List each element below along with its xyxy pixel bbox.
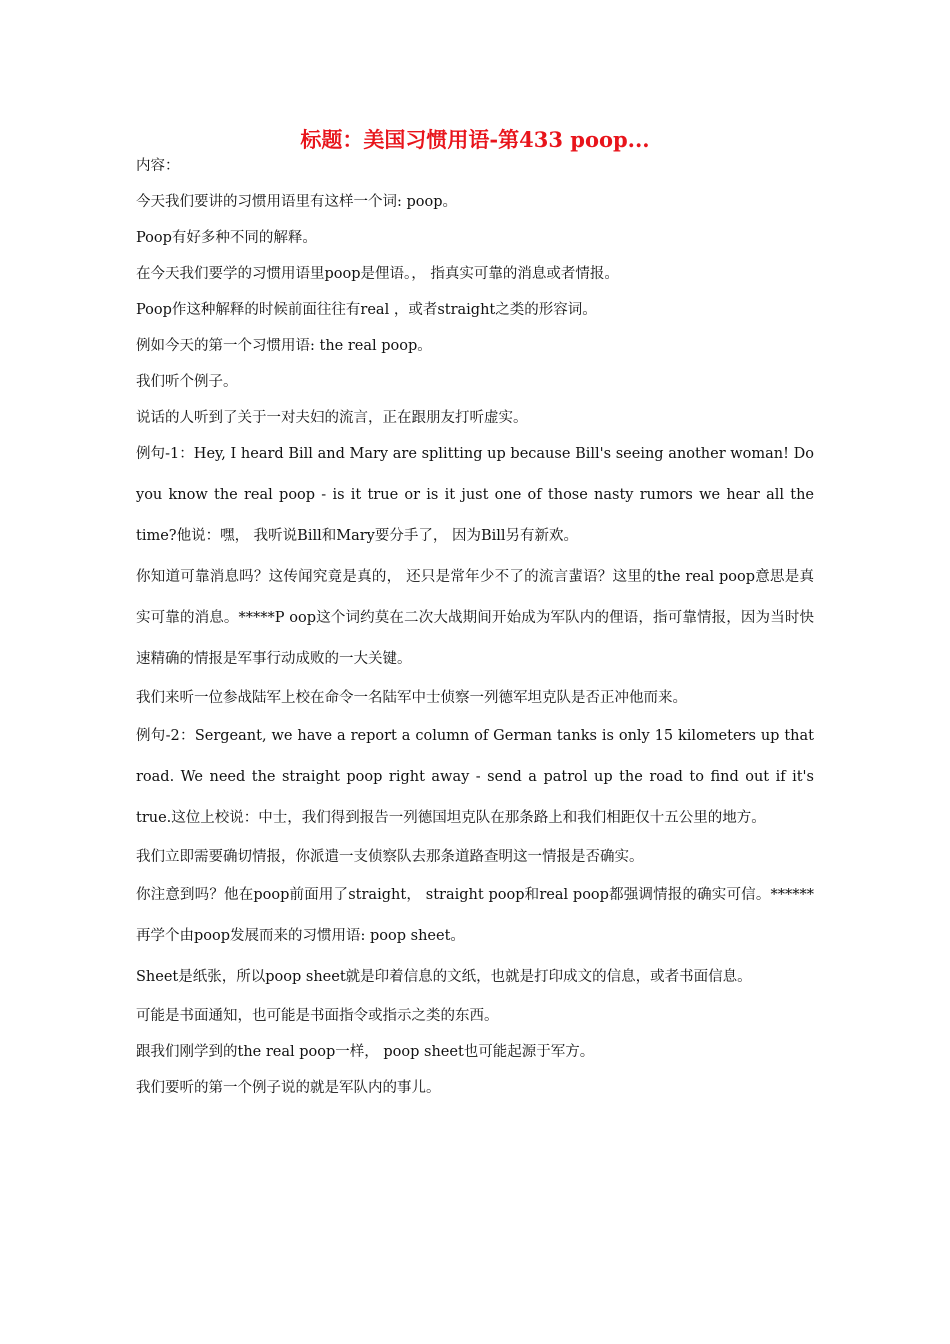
paragraph: 我们来听一位参战陆军上校在命令一名陆军中士侦察一列德军坦克队是否正冲他而来。 [136,690,687,706]
paragraph: 在今天我们要学的习惯用语里poop是俚语。， 指真实可靠的消息或者情报。 [136,266,619,282]
content-label: 内容： [136,158,180,174]
paragraph: 我们要听的第一个例子说的就是军队内的事儿。 [136,1080,441,1096]
paragraph: 可能是书面通知，也可能是书面指令或指示之类的东西。 [136,1008,499,1024]
paragraph: 我们听个例子。 [136,374,238,390]
paragraph: 我们立即需要确切情报，你派遣一支侦察队去那条道路查明这一情报是否确实。 [136,849,644,865]
paragraph: 跟我们刚学到的the real poop一样， poop sheet也可能起源于军方。 [136,1044,595,1060]
paragraph: Poop作这种解释的时候前面往往有real ，或者straight之类的形容词。 [136,302,597,318]
example-sentence-2: 例句-2：Sergeant, we have a report a column of German tanks is only 15 kilometers up that road. We need the straight poop right away - send a patrol up the road to find out if it's true.这位上校说：中士，我们得到报告一列德国坦克队在那条路上和我们相距仅十五公里的地方。 [136,728,814,826]
paragraph: 说话的人听到了关于一对夫妇的流言，正在跟朋友打听虚实。 [136,410,528,426]
example-sentence-1: 例句-1：Hey, I heard Bill and Mary are splitting up because Bill's seeing another woman! Do you know the real poop - is it true or is it just one of those nasty rumors we hear all the time?他说：嘿， 我听说Bill和Mary要分手了， 因为Bill另有新欢。 [136,446,814,544]
paragraph: Poop有好多种不同的解释。 [136,230,317,246]
document-body [136,148,814,1106]
paragraph: 今天我们要讲的习惯用语里有这样一个词: poop。 [136,194,458,210]
paragraph: 例如今天的第一个习惯用语: the real poop。 [136,338,432,354]
paragraph: 你注意到吗？他在poop前面用了straight， straight poop和real poop都强调情报的确实可信。******再学个由poop发展而来的习惯用语: poop sheet。 [136,887,814,944]
paragraph: Sheet是纸张，所以poop sheet就是印着信息的文纸，也就是打印成文的信息，或者书面信息。 [136,969,752,985]
document-title: 标题：美国习惯用语-第433 poop... [300,127,650,152]
paragraph: 你知道可靠消息吗？这传闻究竟是真的， 还只是常年少不了的流言蜚语？这里的the real poop意思是真实可靠的消息。*****P oop这个词约莫在二次大战期间开始成为军队内的俚语，指可靠情报，因为当时快速精确的情报是军事行动成败的一大关键。 [136,569,814,667]
